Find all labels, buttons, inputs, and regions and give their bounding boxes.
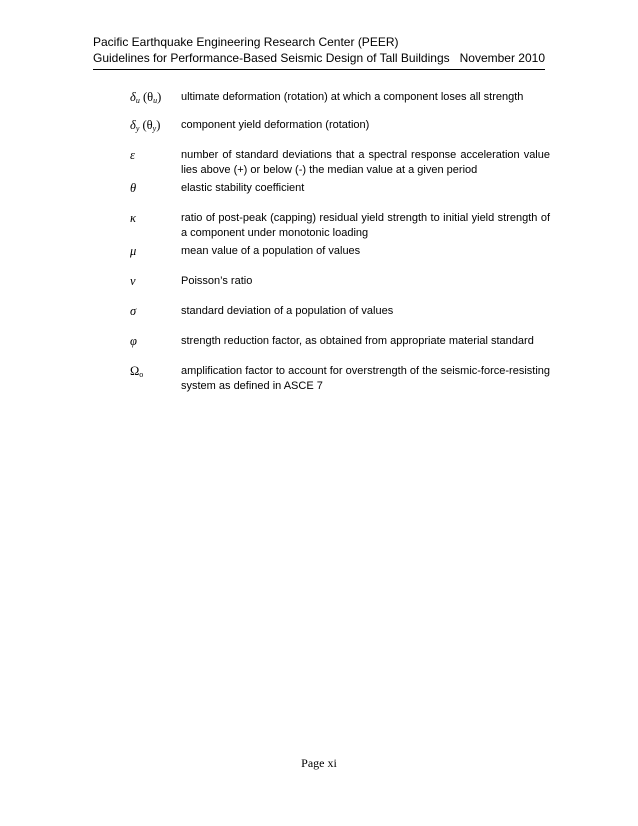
symbol-row-theta [130, 181, 550, 201]
symbol-description: strength reduction factor, as obtained from appropriate material standard [181, 335, 534, 347]
symbol-row-phi [130, 334, 550, 354]
symbol-description: ultimate deformation (rotation) at which a component loses all strength [181, 91, 524, 103]
header-line-1 [93, 34, 545, 50]
symbol: ε [130, 148, 135, 162]
header-organization: Pacific Earthquake Engineering Research Center (PEER) [93, 35, 399, 49]
symbol: σ [130, 304, 137, 318]
symbol-row-sigma [130, 304, 550, 324]
symbol: θ [130, 181, 137, 195]
symbol-row-delta-y [130, 118, 550, 138]
symbol-list [130, 90, 550, 404]
symbol-row-omega [130, 364, 550, 404]
symbol-row-nu [130, 274, 550, 294]
symbol-description: amplification factor to account for overstrength of the seismic-force-resisting system as defined in ASCE 7 [181, 365, 550, 392]
symbol: φ [130, 334, 137, 348]
symbol-row-mu [130, 244, 550, 264]
symbol-description: elastic stability coefficient [181, 182, 305, 194]
symbol-description: component yield deformation (rotation) [181, 119, 370, 131]
page-header [93, 34, 545, 66]
symbol-description: ratio of post-peak (capping) residual yield strength to initial yield strength of a component under monotonic loading [181, 212, 550, 239]
header-date: November 2010 [459, 51, 545, 65]
symbol-description: standard deviation of a population of values [181, 305, 394, 317]
header-rule [93, 69, 545, 70]
symbol: $\delta_u$ $(\theta_u)$ [130, 90, 162, 105]
symbol-description: Poisson’s ratio [181, 275, 253, 287]
header-document-title: Guidelines for Performance-Based Seismic Design of Tall Buildings [93, 51, 450, 65]
symbol: $\delta_y$ $(\theta_y)$ [130, 118, 161, 133]
symbol: κ [130, 211, 136, 225]
symbol: μ [130, 244, 137, 258]
symbol-description: mean value of a population of values [181, 245, 361, 257]
symbol-description: number of standard deviations that a spectral response acceleration value lies above (+) or below (-) the median value at a given period [181, 149, 550, 176]
header-line-2 [93, 50, 545, 66]
page-number: Page xi [301, 756, 337, 770]
symbol: ν [130, 274, 136, 288]
symbol: $\Omega_o$ [130, 364, 144, 379]
